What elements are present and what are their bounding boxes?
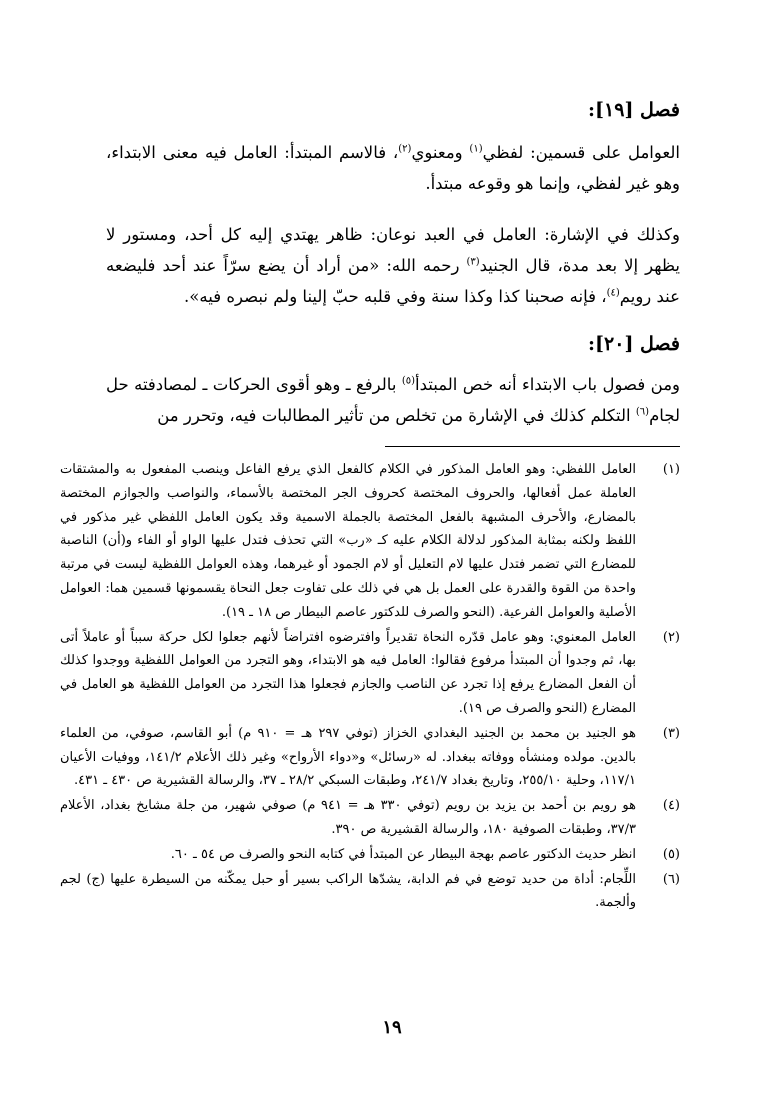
footnote-number: (٤) (662, 798, 680, 814)
paragraph-ibtida (106, 369, 680, 431)
paragraph-text: العوامل على قسمين: لفظي (482, 143, 680, 162)
footnote-ref-5[interactable]: (٥) (401, 375, 416, 387)
paragraph-text: رحمه الله: «من أراد أن يضع سرّاً عند أحد فليضعه عند رويم (106, 256, 680, 306)
footnote-divider (385, 446, 680, 447)
paragraph-text: بالرفع ـ وهو أقوى الحركات ـ لمصادفته حل لجام (106, 375, 680, 425)
footnote-ref-2[interactable]: (٢) (398, 143, 412, 155)
paragraph-text: ، فالاسم المبتدأ: العامل فيه معنى الابتداء، وهو غير لفظي، وإنما هو وقوعه مبتدأ. (106, 143, 680, 193)
footnote-ref-4[interactable]: (٤) (606, 287, 620, 299)
paragraph-text: وكذلك في الإشارة: العامل في العبد نوعان: ظاهر يهتدي إليه كل أحد، ومستور لا يظهر إلا بعد مدة، قال الجنيد (106, 225, 680, 275)
paragraph-text: ومعنوي (411, 143, 470, 162)
footnote-3 (60, 722, 680, 793)
footnote-text: هو الجنيد بن محمد بن الجنيد البغدادي الخزاز (توفي ٢٩٧ هـ = ٩١٠ م) أبو القاسم، صوفي، من العلماء بالدين. مولده ومنشأه ووفاته ببغداد. له «رسائل» و«دواء الأرواح» وغير ذلك الأعلام ١٤١/٢، ووفيات الأعيان ١١٧/١، وحلية ٢٥٥/١٠، وتاريخ بغداد ٢٤١/٧، وطبقات السبكي ٢٨/٢ ـ ٣٧، والرسالة القشيرية ص ٤٣٠ ـ ٤٣١. (60, 725, 636, 789)
page-number: ١٩ (382, 1017, 402, 1038)
footnote-1 (60, 458, 680, 625)
footnote-4 (60, 794, 680, 842)
footnote-number: (٢) (662, 629, 680, 645)
paragraph-ishara (106, 219, 680, 312)
footnote-text: اللِّجام: أداة من حديد توضع في فم الدابة، يشدّها الراكب بسير أو حبل يمكّنه من السيطرة عليها (ج) لجم وألجمة. (60, 871, 636, 911)
section-heading-20: فصل [٢٠]: (588, 333, 680, 355)
footnote-number: (٦) (662, 871, 680, 887)
footnote-text: العامل اللفظي: وهو العامل المذكور في الكلام كالفعل الذي يرفع الفاعل وينصب المفعول به والمشتقات العاملة عمل أفعالها، والحروف المختصة كحروف الجر المختصة بالأسماء، والنواصب والجوازم المختصة بالمضارع، والأحرف المشبهة بالفعل المختصة بالجملة الاسمية وقد يكون العامل اللفظي غير مذكور في اللفظ ولكنه بمثابة المذكور لدلالة الكلام عليه كـ «رب» التي تحذف فتدل عليها الواو أو الفاء و(أن) الناصبة للمضارع التي تضمر فتدل عليها لام التعليل أو لام الجمود أو غيرهما، وهذه العوامل اللفظية ليست في مرتبة واحدة من القوة والقدرة على العمل بل هي في ذلك على تفاوت جعل النحاة يقسمونها قسمين هما: العوامل الأصلية والعوامل الفرعية. (النحو والصرف للدكتور عاصم البيطار ص ١٨ ـ ١٩). (60, 462, 636, 620)
footnote-2 (60, 626, 680, 721)
footnote-number: (٣) (662, 725, 680, 741)
footnote-text: العامل المعنوي: وهو عامل قدّره النحاة تقديراً وافترضوه افتراضاً لأنهم جعلوا لكل حركة سبباً أو عاملاً أتى بها، ثم وجدوا أن المبتدأ مرفوع فقالوا: العامل فيه هو الابتداء، وهو التجرد من العوامل اللفظية ووجدوا كذلك أن الفعل المضارع يرفع إذا تجرد عن الناصب والجازم فجعلوا هذا التجرد من العوامل اللفظية هو العامل في المضارع (النحو والصرف ص ١٩). (60, 629, 636, 716)
footnote-ref-1[interactable]: (١) (469, 143, 483, 155)
footnote-number: (١) (662, 462, 680, 477)
footnotes (60, 458, 680, 916)
footnote-5 (60, 843, 680, 867)
footnote-ref-3[interactable]: (٣) (466, 256, 480, 268)
footnote-ref-6[interactable]: (٦) (635, 406, 650, 418)
paragraph-text: ، فإنه صحبنا كذا وكذا سنة وفي قلبه حبّ إلينا ولم نبصره فيه». (184, 287, 607, 306)
section-heading-19: فصل [١٩]: (588, 99, 680, 121)
paragraph-text: ومن فصول باب الابتداء أنه خص المبتدأ (415, 375, 680, 394)
paragraph-text: التكلم كذلك في الإشارة من تخلص من تأثير المطالبات فيه، وتحرر من (157, 406, 636, 425)
footnote-6 (60, 868, 680, 916)
footnote-text: انظر حديث الدكتور عاصم بهجة البيطار عن المبتدأ في كتابه النحو والصرف ص ٥٤ ـ ٦٠. (170, 846, 636, 862)
footnote-number: (٥) (662, 846, 680, 862)
footnote-text: هو رويم بن أحمد بن يزيد بن رويم (توفي ٣٣٠ هـ = ٩٤١ م) صوفي شهير، من جلة مشايخ بغداد، الأعلام ٣٧/٣، وطبقات الصوفية ١٨٠، والرسالة القشيرية ص ٣٩٠. (60, 798, 636, 837)
paragraph-awamil (106, 137, 680, 199)
